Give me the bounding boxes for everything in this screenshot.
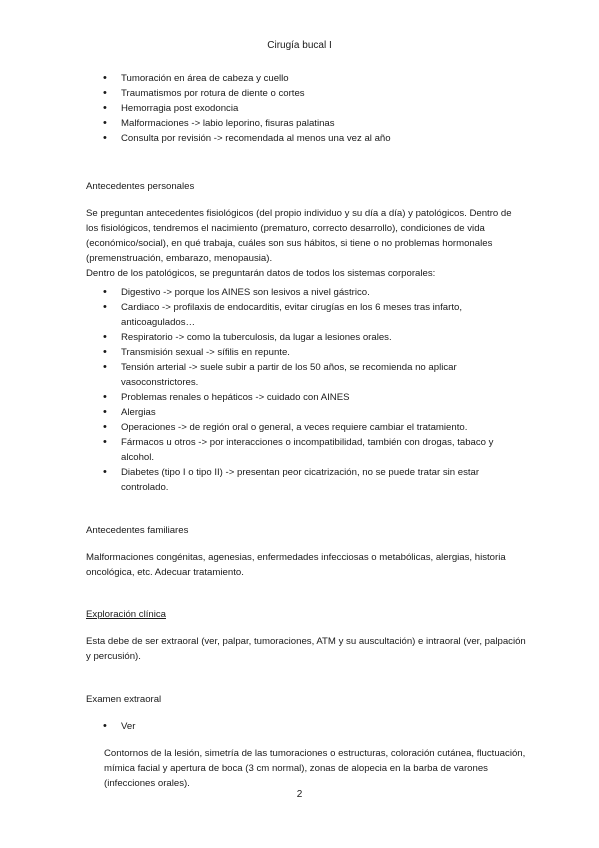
list-item: • Problemas renales o hepáticos -> cuidado con AINES	[86, 390, 526, 405]
list-item: • Digestivo -> porque los AINES son lesivos a nivel gástrico.	[86, 285, 526, 300]
reasons-list	[86, 71, 526, 146]
list-item: • Fármacos u otros -> por interacciones o incompatibilidad, también con drogas, tabaco y alcohol.	[86, 435, 526, 465]
family-history-text: Malformaciones congénitas, agenesias, enfermedades infecciosas o metabólicas, alergias, historia oncológica, etc. Adecuar tratamiento.	[86, 552, 506, 578]
extraoral-exam-text: Contornos de la lesión, simetría de las tumoraciones o estructuras, coloración cutánea, fluctuación, mímica facial y apertura de boca (3 cm normal), zonas de alopecia en la barba de varones (infecciones orales).	[104, 748, 526, 789]
personal-history-intro: Se preguntan antecedentes fisiológicos (del propio individuo y su día a día) y patológicos. Dentro de los fisiológicos, tendremos el nacimiento (prematuro, correcto desarrollo), condiciones de vida (económico/social), en qué trabaja, cuáles son sus hábitos, si tiene o no problemas hormonales (premenstruación, embarazo, menopausia).	[86, 208, 512, 264]
list-item: • Diabetes (tipo I o tipo II) -> presentan peor cicatrización, no se puede tratar sin estar controlado.	[86, 465, 526, 495]
extraoral-exam-heading: Examen extraoral	[86, 694, 162, 705]
clinical-exploration-heading: Exploración clínica	[86, 609, 166, 620]
list-item: • Ver	[86, 719, 526, 734]
page-number: 2	[296, 789, 303, 800]
extraoral-list	[86, 719, 526, 734]
personal-history-heading: Antecedentes personales	[86, 181, 195, 192]
family-history-heading: Antecedentes familiares	[86, 525, 189, 536]
list-item: • Malformaciones -> labio leporino, fisuras palatinas	[86, 116, 526, 131]
list-item: • Consulta por revisión -> recomendada al menos una vez al año	[86, 131, 526, 146]
list-item: • Tumoración en área de cabeza y cuello	[86, 71, 526, 86]
clinical-exploration-text: Esta debe de ser extraoral (ver, palpar, tumoraciones, ATM y su auscultación) e intraoral (ver, palpación y percusión).	[86, 636, 526, 662]
page-header: Cirugía bucal I	[267, 40, 332, 51]
list-item: • Transmisión sexual -> sífilis en repunte.	[86, 345, 526, 360]
list-item: • Tensión arterial -> suele subir a partir de los 50 años, se recomienda no aplicar vasoconstrictores.	[86, 360, 526, 390]
list-item: • Cardiaco -> profilaxis de endocarditis, evitar cirugías en los 6 meses tras infarto, anticoagulados…	[86, 300, 526, 330]
list-item: • Traumatismos por rotura de diente o cortes	[86, 86, 526, 101]
list-item: • Respiratorio -> como la tuberculosis, da lugar a lesiones orales.	[86, 330, 526, 345]
list-item: • Operaciones -> de región oral o general, a veces requiere cambiar el tratamiento.	[86, 420, 526, 435]
pathological-intro: Dentro de los patológicos, se preguntarán datos de todos los sistemas corporales:	[86, 268, 436, 279]
page-content	[86, 71, 526, 791]
systems-list	[86, 285, 526, 495]
list-item: • Alergias	[86, 405, 526, 420]
list-item: • Hemorragia post exodoncia	[86, 101, 526, 116]
